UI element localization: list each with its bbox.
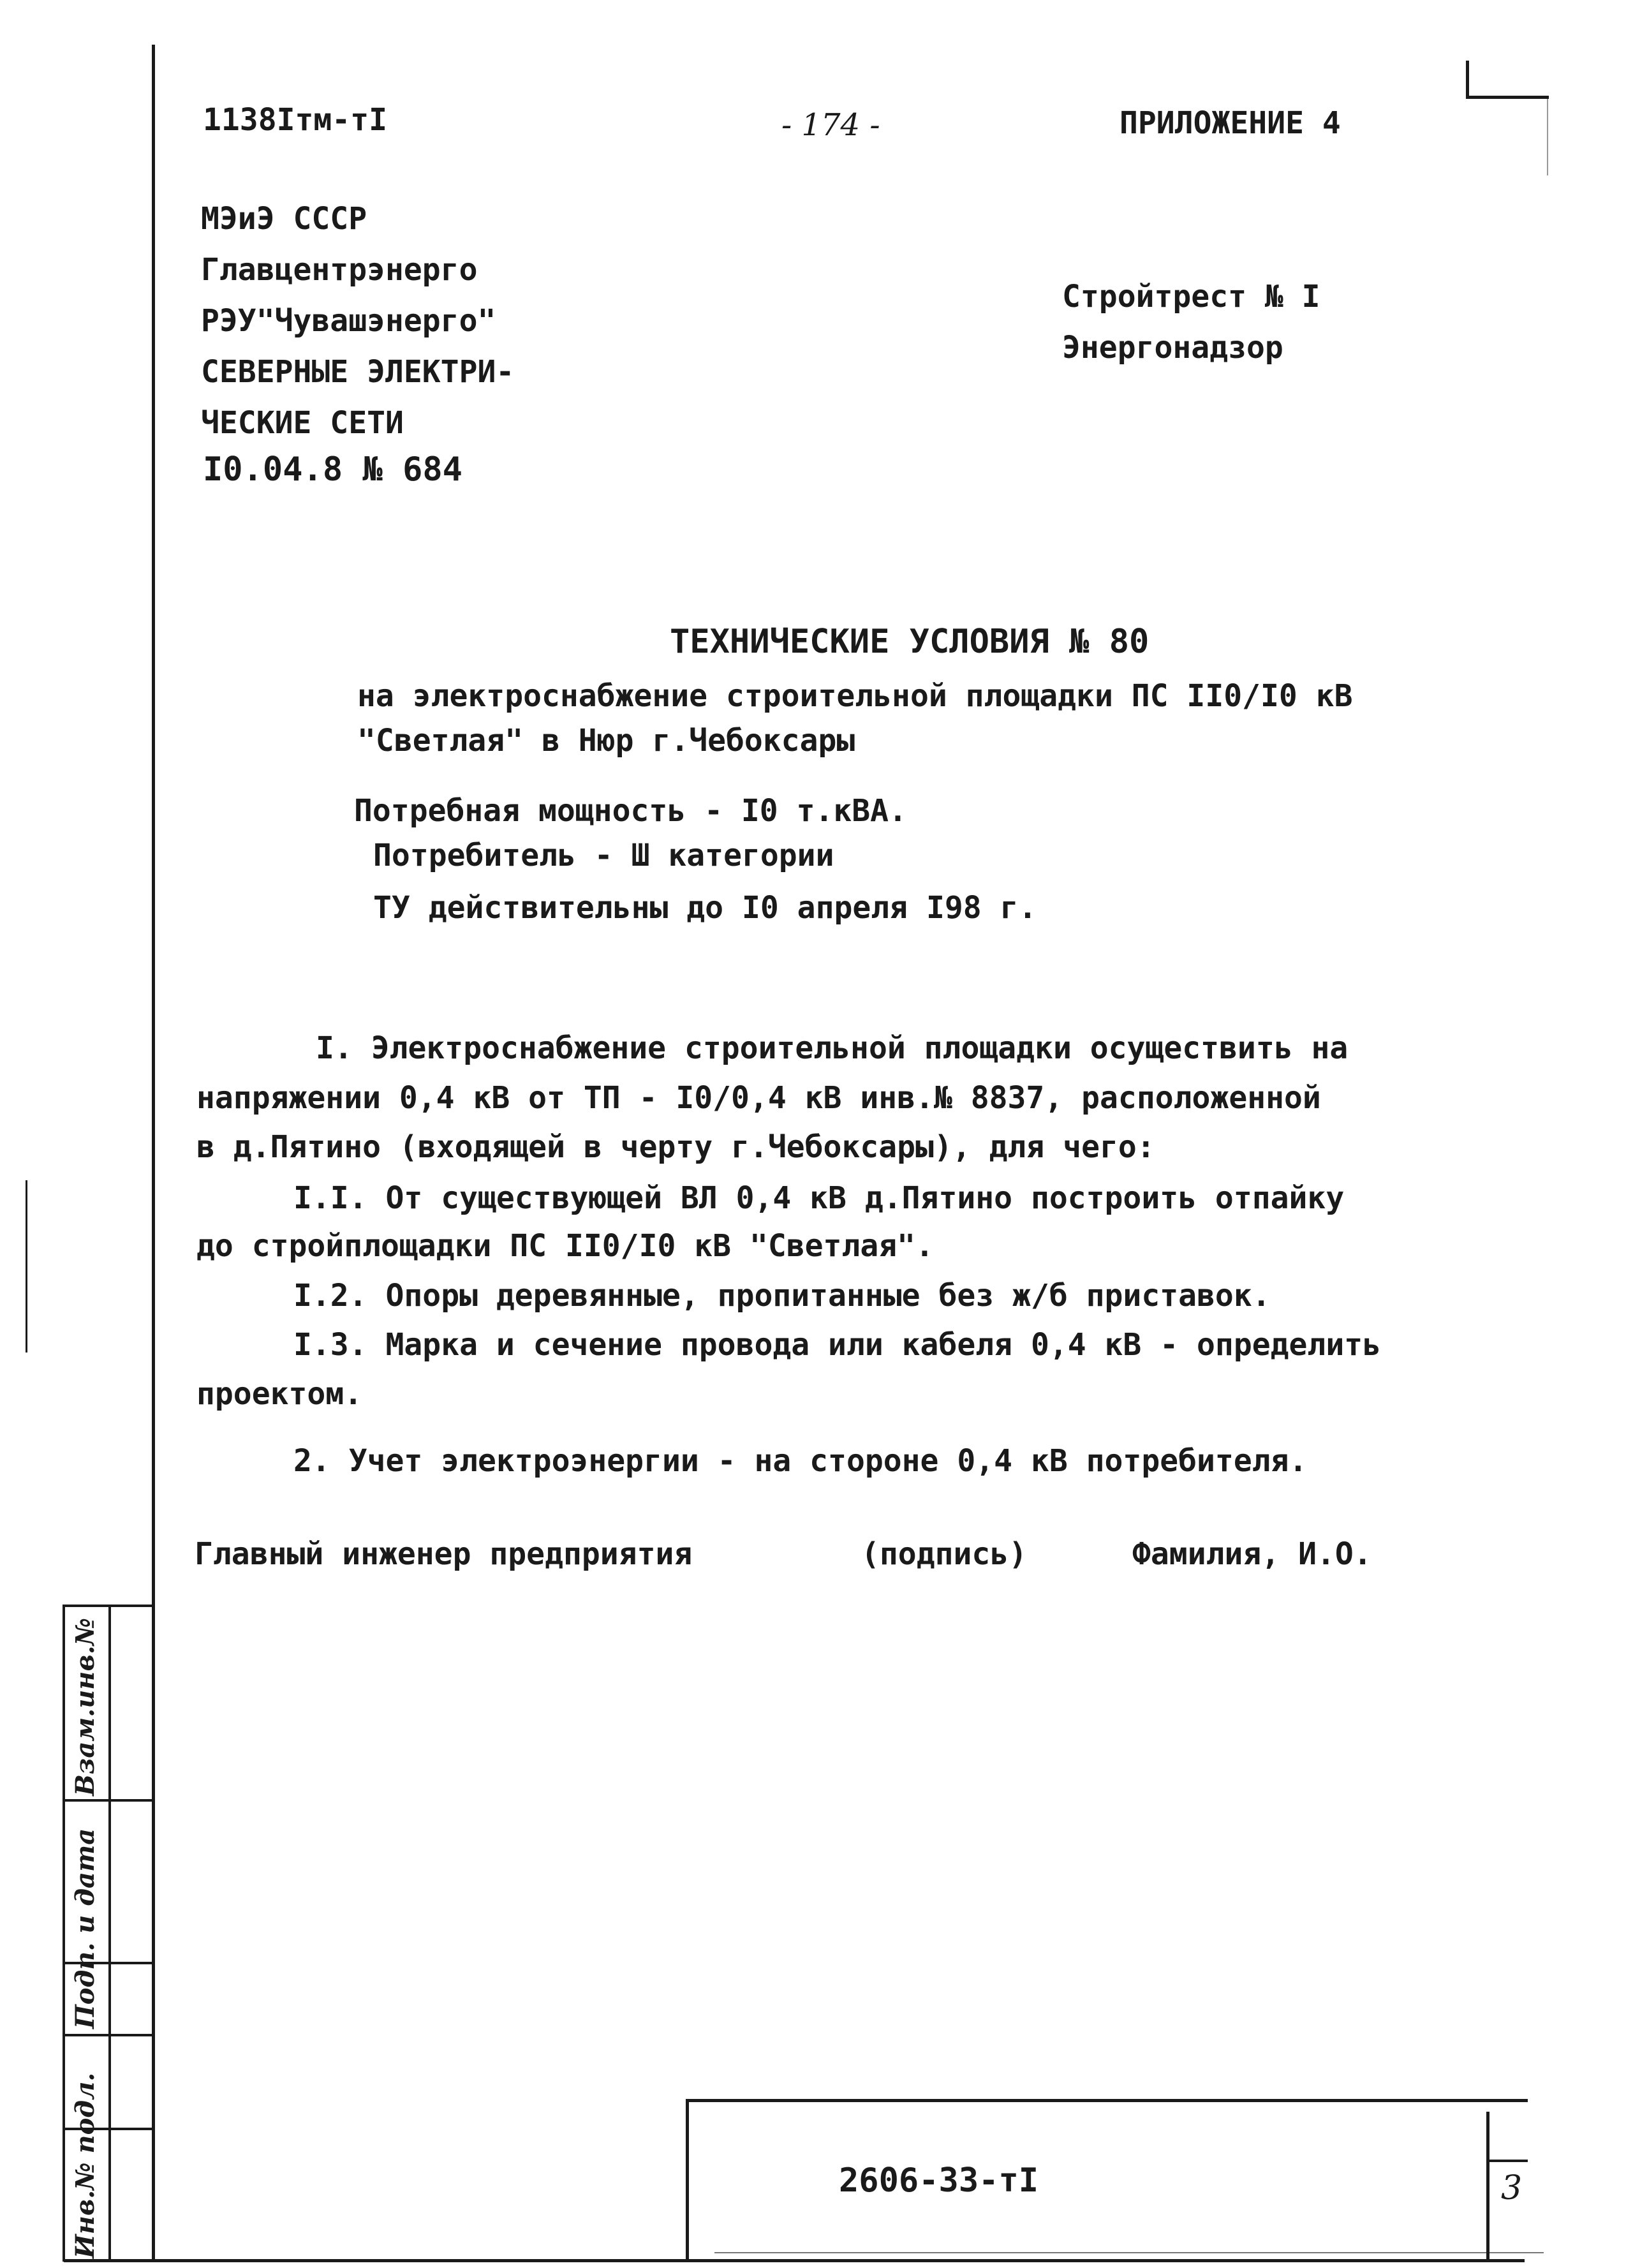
sender-line: МЭиЭ СССР bbox=[201, 201, 367, 237]
stamp-top-line bbox=[63, 1605, 153, 1607]
title-block-code: 2606-33-тI bbox=[839, 2161, 1039, 2200]
title-block-left-line bbox=[686, 2099, 689, 2262]
signature-placeholder: (подпись) bbox=[861, 1536, 1028, 1572]
corner-mark-horizontal bbox=[1466, 96, 1549, 99]
stamp-label-inv-original: Инв.№ подл. bbox=[70, 2072, 100, 2258]
stamp-row-line bbox=[63, 2034, 153, 2036]
sender-line: СЕВЕРНЫЕ ЭЛЕКТРИ- bbox=[201, 354, 515, 390]
title-block-sheet-line bbox=[1486, 2160, 1528, 2162]
margin-mark-line bbox=[26, 1180, 27, 1353]
stamp-left-line bbox=[63, 1605, 65, 2262]
consumer-category: Потребитель - Ш категории bbox=[373, 838, 834, 873]
title-block-top-line bbox=[686, 2099, 1528, 2102]
recipient-line: Энергонадзор bbox=[1062, 330, 1283, 366]
sheet-number: 3 bbox=[1501, 2169, 1523, 2207]
paragraph-1-line-2: напряжении 0,4 кВ от ТП - I0/0,4 кВ инв.№ 8837, расположенной bbox=[196, 1080, 1321, 1116]
doc-code: 1138Iтм-тI bbox=[203, 102, 387, 138]
paragraph-1-2: I.2. Опоры деревянные, пропитанные без ж/б приставок. bbox=[293, 1278, 1271, 1314]
sender-reg-number: I0.04.8 № 684 bbox=[203, 450, 462, 489]
binding-stamp bbox=[63, 1605, 153, 2262]
signature-name: Фамилия, И.О. bbox=[1132, 1536, 1372, 1572]
title-block bbox=[686, 2099, 1528, 2262]
corner-mark-vertical bbox=[1466, 61, 1469, 99]
document-title: ТЕХНИЧЕСКИЕ УСЛОВИЯ № 80 bbox=[670, 623, 1149, 661]
stamp-row-line bbox=[63, 1799, 153, 1802]
validity-period: ТУ действительны до I0 апреля I98 г. bbox=[373, 890, 1037, 926]
sender-line: ЧЕСКИЕ СЕТИ bbox=[201, 405, 404, 441]
stamp-divider bbox=[108, 1605, 111, 2262]
paragraph-1-1-line-1: I.I. От существующей ВЛ 0,4 кВ д.Пятино построить отпайку bbox=[293, 1180, 1345, 1216]
sender-block bbox=[201, 193, 514, 448]
paragraph-1-line-1: I. Электроснабжение строительной площадки осуществить на bbox=[316, 1030, 1349, 1066]
appendix-label: ПРИЛОЖЕНИЕ 4 bbox=[1120, 105, 1341, 141]
recipient-line: Стройтрест № I bbox=[1062, 279, 1320, 315]
stamp-label-sign-date: Подп. и дата bbox=[70, 1828, 100, 2029]
page-number: - 174 - bbox=[781, 107, 880, 143]
sender-line: Главцентрэнерго bbox=[201, 252, 478, 288]
title-subline-2: "Светлая" в Нюр г.Чебоксары bbox=[357, 723, 855, 759]
corner-mark-dashed bbox=[1547, 99, 1548, 175]
paragraph-1-1-line-2: до стройплощадки ПС II0/I0 кВ "Светлая". bbox=[196, 1228, 934, 1264]
paragraph-1-line-3: в д.Пятино (входящей в черту г.Чебоксары), для чего: bbox=[196, 1129, 1155, 1165]
paragraph-1-3-line-2: проектом. bbox=[196, 1376, 363, 1412]
sender-line: РЭУ"Чувашэнерго" bbox=[201, 303, 496, 339]
paragraph-2: 2. Учет электроэнергии - на стороне 0,4 кВ потребителя. bbox=[293, 1443, 1308, 1479]
recipient-block bbox=[1062, 271, 1320, 373]
title-block-sheet-divider bbox=[1486, 2112, 1489, 2262]
title-subline-1: на электроснабжение строительной площадки ПС II0/I0 кВ bbox=[357, 678, 1353, 714]
paragraph-1-3-line-1: I.3. Марка и сечение провода или кабеля 0,4 кВ - определить bbox=[293, 1327, 1382, 1363]
power-requirement: Потребная мощность - I0 т.кВА. bbox=[354, 793, 907, 829]
signature-role: Главный инженер предприятия bbox=[195, 1536, 693, 1572]
stamp-label-replaced-inv: Взам.инв.№ bbox=[70, 1617, 100, 1796]
